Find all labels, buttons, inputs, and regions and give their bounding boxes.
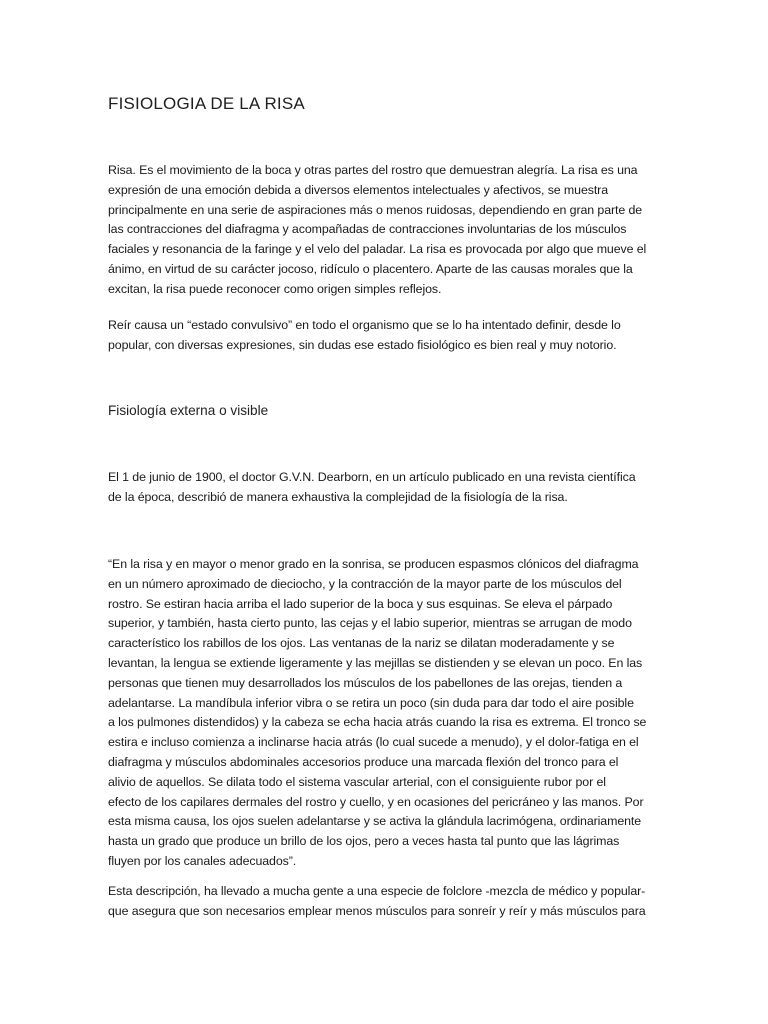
- text-line: a los pulmones distendidos) y la cabeza se echa hacia atrás cuando la risa es extrema. El tronco se: [108, 715, 647, 730]
- text-line: excitan, la risa puede reconocer como origen simples reflejos.: [108, 281, 442, 296]
- text-line: característico los rabillos de los ojos. Las ventanas de la nariz se dilatan moderadamente y se: [108, 636, 615, 651]
- text-line: hasta un grado que produce un brillo de los ojos, pero a veces hasta tal punto que las lágrimas: [108, 834, 620, 849]
- text-line: estira e incluso comienza a inclinarse hacia atrás (lo cual sucede a menudo), y el dolor-fatiga en el: [108, 735, 639, 750]
- text-line: adelantarse. La mandíbula inferior vibra o se retira un poco (sin duda para dar todo el aire posible: [108, 695, 634, 710]
- text-line: principalmente en una serie de aspiraciones más o menos ruidosas, dependiendo en gran parte de: [108, 202, 643, 217]
- text-line: personas que tienen muy desarrollados los músculos de los pabellones de las orejas, tienden a: [108, 675, 623, 690]
- text-line: diafragma y músculos abdominales accesorios produce una marcada flexión del tronco para el: [108, 754, 619, 769]
- text-line: expresión de una emoción debida a diversos elementos intelectuales y afectivos, se muestra: [108, 182, 608, 197]
- text-line: de la época, describió de manera exhaustiva la complejidad de la fisiología de la risa.: [108, 489, 568, 504]
- text-line: que asegura que son necesarios emplear menos músculos para sonreír y reír y más músculos para: [108, 903, 646, 918]
- text-line: esta misma causa, los ojos suelen adelantarse y se activa la glándula lacrimógena, ordinariamente: [108, 814, 642, 829]
- text-line: Reír causa un “estado convulsivo” en todo el organismo que se lo ha intentado definir, desde lo: [108, 318, 621, 332]
- text-line: “En la risa y en mayor o menor grado en la sonrisa, se producen espasmos clónicos del diafragma: [108, 557, 639, 571]
- text-line: El 1 de junio de 1900, el doctor G.V.N. Dearborn, en un artículo publicado en una revista científica: [108, 470, 636, 484]
- section-heading: Fisiología externa o visible: [108, 403, 269, 418]
- paragraph-folklore: [108, 882, 660, 922]
- paragraph-dearborn-intro: [108, 468, 660, 508]
- page-title: FISIOLOGIA DE LA RISA: [108, 94, 305, 113]
- text-line: en un número aproximado de dieciocho, y la contracción de la mayor parte de los músculos del: [108, 576, 622, 591]
- text-line: las contracciones del diafragma y acompañadas de contracciones involuntarias de los músculos: [108, 222, 627, 237]
- text-line: rostro. Se estiran hacia arriba el lado superior de la boca y sus esquinas. Se eleva el párpado: [108, 596, 613, 611]
- paragraph-definition: [108, 161, 660, 300]
- text-line: Risa. Es el movimiento de la boca y otras partes del rostro que demuestran alegría. La risa es una: [108, 163, 638, 177]
- text-line: popular, con diversas expresiones, sin dudas ese estado fisiológico es bien real y muy notorio.: [108, 337, 617, 352]
- text-line: efecto de los capilares dermales del rostro y cuello, y en ocasiones del pericráneo y las manos. Por: [108, 794, 644, 809]
- text-line: faciales y resonancia de la faringe y el velo del paladar. La risa es provocada por algo que mueve el: [108, 242, 647, 257]
- text-line: superior, y también, hasta cierto punto, las cejas y el labio superior, mientras se arrugan de modo: [108, 616, 632, 631]
- text-line: ánimo, en virtud de su carácter jocoso, ridículo o placentero. Aparte de las causas morales que la: [108, 261, 633, 276]
- paragraph-dearborn-quote: [108, 555, 660, 872]
- paragraph-convulsive-state: [108, 316, 660, 356]
- text-line: Esta descripción, ha llevado a mucha gente a una especie de folclore -mezcla de médico y popular-: [108, 884, 646, 898]
- text-line: levantan, la lengua se extiende ligeramente y las mejillas se distienden y se elevan un poco. En las: [108, 655, 643, 670]
- text-line: alivio de aquellos. Se dilata todo el sistema vascular arterial, con el consiguiente rubor por el: [108, 774, 606, 789]
- text-line: fluyen por los canales adecuados”.: [108, 853, 297, 868]
